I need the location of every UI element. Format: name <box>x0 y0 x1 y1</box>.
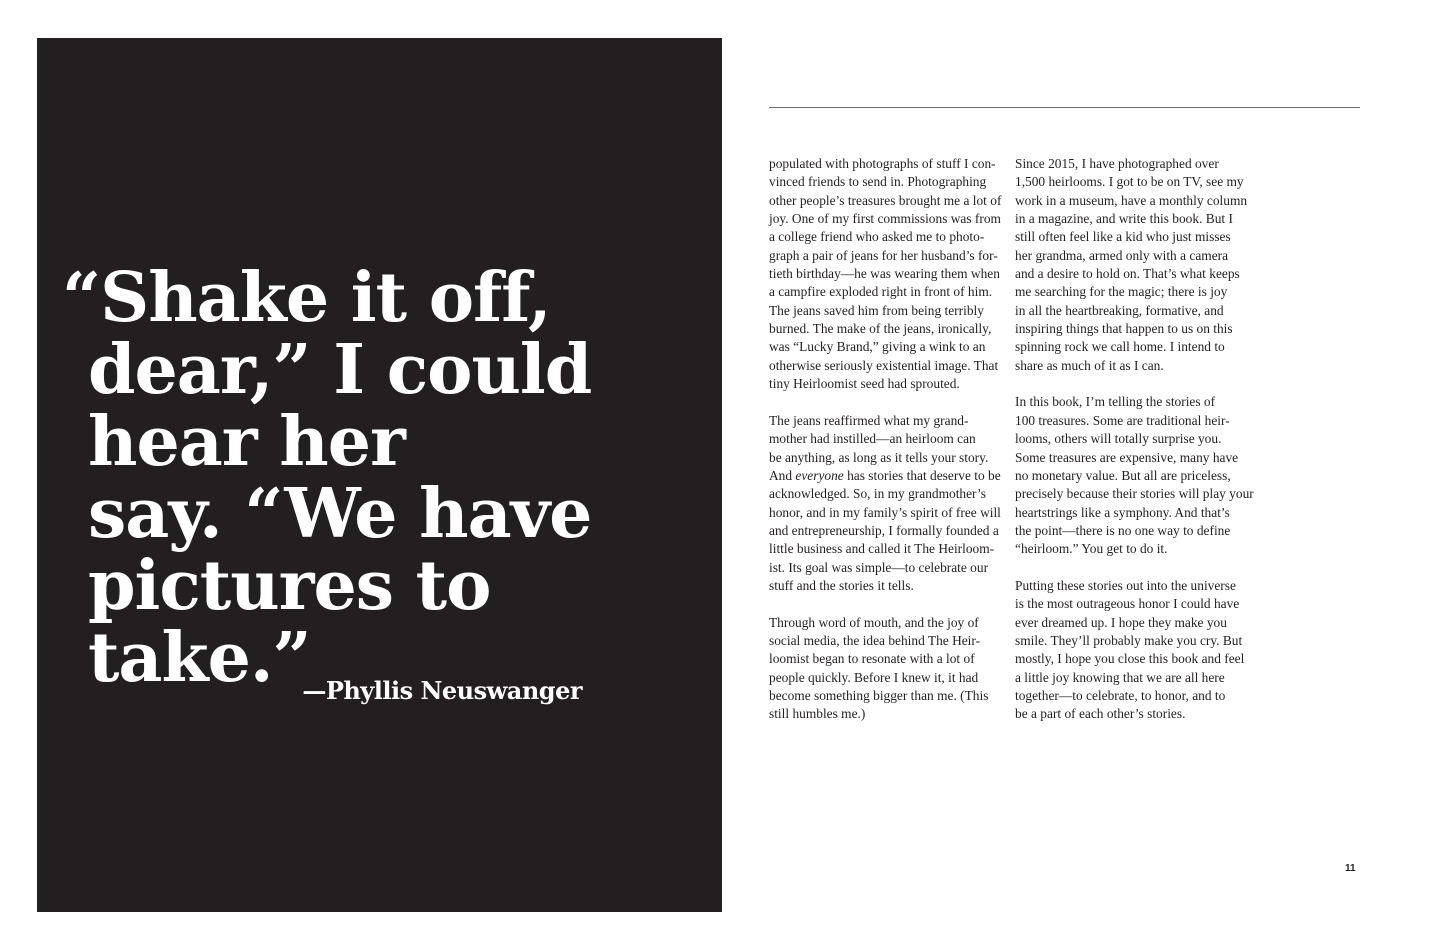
text-line: tiny Heirloomist seed had sprouted. <box>769 376 960 392</box>
text-line: me searching for the magic; there is joy <box>1015 284 1228 300</box>
text-line: a college friend who asked me to photo- <box>769 229 985 245</box>
text-line: still often feel like a kid who just misses <box>1015 229 1231 245</box>
body-column-right <box>1015 155 1254 742</box>
text-line: Through word of mouth, and the joy of <box>769 614 979 630</box>
text-line: and entrepreneurship, I formally founded a <box>769 522 999 538</box>
text-line: loomist began to resonate with a lot of <box>769 651 975 667</box>
text-line: spinning rock we call home. I intend to <box>1015 339 1225 355</box>
paragraph <box>1015 393 1254 558</box>
text-line: tieth birthday—he was wearing them when <box>769 266 1000 282</box>
quote-attribution: —Phyllis Neuswanger <box>302 676 582 705</box>
text-line: precisely because their stories will play your <box>1015 486 1254 502</box>
text-line: populated with photographs of stuff I con- <box>769 156 996 171</box>
text-line: honor, and in my family’s spirit of free will <box>769 504 1001 520</box>
text-line: in a magazine, and write this book. But I <box>1015 211 1233 227</box>
text-line: graph a pair of jeans for her husband’s for- <box>769 247 998 263</box>
text-line: a campfire exploded right in front of him. <box>769 284 993 300</box>
text-line: acknowledged. So, in my grandmother’s <box>769 486 986 502</box>
pull-quote-line: hear her <box>88 402 405 482</box>
text-line: in all the heartbreaking, formative, and <box>1015 302 1224 318</box>
text-line: 100 treasures. Some are traditional heir- <box>1015 412 1230 428</box>
paragraph <box>769 155 1001 393</box>
text-line: work in a museum, have a monthly column <box>1015 192 1248 208</box>
text-line: In this book, I’m telling the stories of <box>1015 394 1216 410</box>
text-line: smile. They’ll probably make you cry. But <box>1015 632 1243 648</box>
pull-quote-line: pictures to <box>88 546 491 626</box>
text-line: the point—there is no one way to define <box>1015 522 1231 538</box>
paragraph <box>769 412 1001 595</box>
text-line: vinced friends to send in. Photographing <box>769 174 987 190</box>
text-line: joy. One of my first commissions was from <box>769 211 1001 227</box>
text-line: burned. The make of the jeans, ironically, <box>769 321 992 337</box>
text-line: social media, the idea behind The Heir- <box>769 632 981 648</box>
text-line <box>769 467 1001 485</box>
text-line: heartstrings like a symphony. And that’s <box>1015 504 1230 520</box>
header-rule <box>769 107 1360 108</box>
page-number: 11 <box>1345 863 1356 874</box>
text-line: be anything, as long as it tells your story. <box>769 449 989 465</box>
text-line: little business and called it The Heirloom- <box>769 541 995 557</box>
text-line: share as much of it as I can. <box>1015 357 1164 373</box>
text-line: become something bigger than me. (This <box>769 687 989 703</box>
paragraph <box>769 614 1001 724</box>
text-line: inspiring things that happen to us on this <box>1015 321 1233 337</box>
text-line: a little joy knowing that we are all here <box>1015 669 1225 685</box>
text-line: stuff and the stories it tells. <box>769 577 914 593</box>
text-line: no monetary value. But all are priceless, <box>1015 467 1231 483</box>
text-line: ist. Its goal was simple—to celebrate our <box>769 559 989 575</box>
text-line: still humbles me.) <box>769 706 866 722</box>
text-line: The jeans reaffirmed what my grand- <box>769 412 969 428</box>
text-line: people quickly. Before I knew it, it had <box>769 669 979 685</box>
text-line: “heirloom.” You get to do it. <box>1015 541 1168 557</box>
text-line: Putting these stories out into the universe <box>1015 577 1236 593</box>
text-line: together—to celebrate, to honor, and to <box>1015 687 1226 703</box>
text-run: And <box>769 467 796 483</box>
text-line: mostly, I hope you close this book and feel <box>1015 651 1245 667</box>
text-line: be a part of each other’s stories. <box>1015 706 1186 722</box>
pull-quote-line: “Shake it off, <box>62 258 551 338</box>
text-line: and a desire to hold on. That’s what keeps <box>1015 266 1240 282</box>
text-line: ever dreamed up. I hope they make you <box>1015 614 1227 630</box>
pull-quote-line: take.” <box>88 618 311 698</box>
text-line: Since 2015, I have photographed over <box>1015 156 1219 171</box>
paragraph <box>1015 155 1247 375</box>
pull-quote <box>62 258 662 698</box>
pull-quote-line: say. “We have <box>88 474 592 554</box>
text-line: her grandma, armed only with a camera <box>1015 247 1229 263</box>
body-column-left <box>769 155 1001 742</box>
text-line: The jeans saved him from being terribly <box>769 302 984 318</box>
text-line: mother had instilled—an heirloom can <box>769 431 976 447</box>
text-line: is the most outrageous honor I could have <box>1015 596 1240 612</box>
text-line: looms, others will totally surprise you. <box>1015 431 1222 447</box>
text-line: other people’s treasures brought me a lot of <box>769 192 1002 208</box>
text-line: 1,500 heirlooms. I got to be on TV, see my <box>1015 174 1244 190</box>
pull-quote-line: dear,” I could <box>88 330 592 410</box>
text-line: otherwise seriously existential image. That <box>769 357 999 373</box>
text-line: was “Lucky Brand,” giving a wink to an <box>769 339 986 355</box>
paragraph <box>1015 577 1247 724</box>
text-line: Some treasures are expensive, many have <box>1015 449 1239 465</box>
text-run: has stories that deserve to be <box>843 467 1001 483</box>
emphasized-word: everyone <box>795 467 844 483</box>
